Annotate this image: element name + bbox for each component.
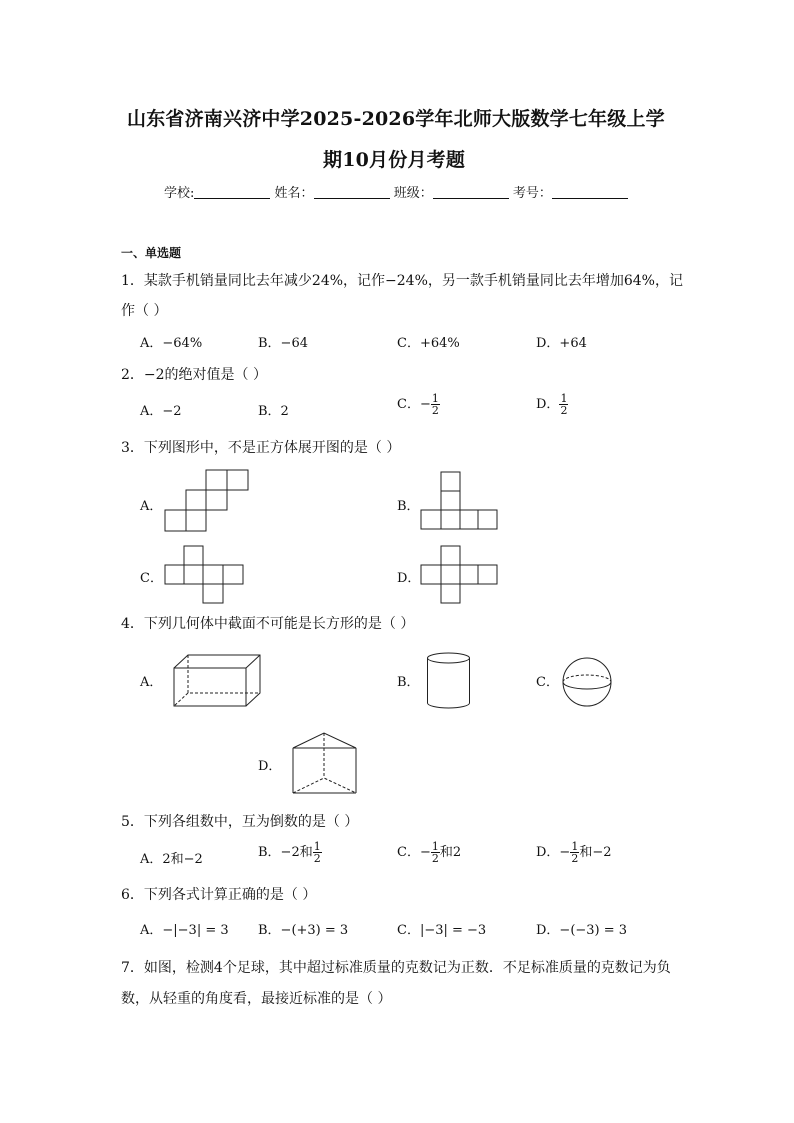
cylinder-figure <box>427 653 471 709</box>
q3-stem: 3．下列图形中，不是正方体展开图的是（ ） <box>121 440 401 456</box>
q7-stem-line1: 7．如图，检测4个足球，其中超过标准质量的克数记为正数．不足标准质量的克数记为负 <box>121 960 671 976</box>
frac-numerator: 1 <box>560 392 568 405</box>
q2-option-c-fraction <box>431 393 440 416</box>
q6-option-c: C．|−3| = −3 <box>397 923 487 938</box>
q3-option-c-label: C． <box>140 571 163 586</box>
q5-option-d-suffix: 和−2 <box>579 845 612 860</box>
school-label: 学校: <box>164 186 195 201</box>
q3-option-d-label: D． <box>397 571 421 586</box>
q1-option-d: D．+64 <box>536 336 587 351</box>
cuboid-figure <box>174 655 260 707</box>
exam-number-blank <box>552 186 628 199</box>
frac-numerator: 1 <box>313 840 321 853</box>
q4-option-c-label: C． <box>536 675 559 690</box>
exam-number-label: 考号： <box>512 186 552 201</box>
q4-option-a-label: A． <box>140 675 163 690</box>
q6-stem: 6．下列各式计算正确的是（ ） <box>121 887 317 903</box>
name-label: 姓名： <box>274 186 314 201</box>
frac-denominator: 2 <box>313 852 321 865</box>
q2-option-d-prefix: D． <box>536 397 560 412</box>
q5-option-b-fraction <box>313 841 322 864</box>
frac-numerator: 1 <box>571 840 579 853</box>
q5-option-a: A．2和−2 <box>140 852 203 867</box>
triangular-prism-figure <box>293 733 357 795</box>
title-line-2: 期10月份月考题 <box>323 149 466 171</box>
q5-option-c-suffix: 和2 <box>439 845 462 860</box>
q2-option-d-fraction <box>559 393 568 416</box>
q4-option-b-label: B． <box>397 675 420 690</box>
student-info-row <box>164 182 628 201</box>
section-heading: 一、单选题 <box>121 246 182 260</box>
q5-option-b-prefix: B．−2和 <box>258 845 313 860</box>
q3-net-b-figure <box>421 472 498 530</box>
q5-option-c-fraction <box>431 841 440 864</box>
q6-option-b: B．−(+3) = 3 <box>258 923 349 938</box>
q4-stem: 4．下列几何体中截面不可能是长方形的是（ ） <box>121 616 415 632</box>
q6-option-d: D．−(−3) = 3 <box>536 923 628 938</box>
q6-option-a: A．−|−3| = 3 <box>140 923 229 938</box>
class-label: 班级： <box>393 186 433 201</box>
q5-option-d-prefix: D．− <box>536 845 571 860</box>
q5-option-d <box>536 841 612 864</box>
q1-option-a: A．−64% <box>140 336 203 351</box>
q5-option-c-prefix: C．− <box>397 845 431 860</box>
frac-denominator: 2 <box>431 404 439 417</box>
school-blank <box>194 186 270 199</box>
frac-denominator: 2 <box>431 852 439 865</box>
q3-option-a-label: A． <box>140 499 163 514</box>
q5-option-c <box>397 841 461 864</box>
q3-option-b-label: B． <box>397 499 420 514</box>
title-line-1: 山东省济南兴济中学2025-2026学年北师大版数学七年级上学 <box>127 108 665 130</box>
q7-stem-line2: 数，从轻重的角度看，最接近标准的是（ ） <box>121 991 392 1007</box>
q1-option-b: B．−64 <box>258 336 308 351</box>
q1-stem-line2: 作（ ） <box>121 303 168 319</box>
sphere-figure <box>562 657 614 709</box>
q2-option-c <box>397 393 440 416</box>
q5-stem: 5．下列各组数中，互为倒数的是（ ） <box>121 814 359 830</box>
q2-option-d <box>536 393 568 416</box>
q1-stem-line1: 1．某款手机销量同比去年减少24%，记作−24%，另一款手机销量同比去年增加64%，记 <box>121 273 683 289</box>
q3-net-c-figure <box>165 546 245 604</box>
q2-stem: 2．−2的绝对值是（ ） <box>121 367 267 383</box>
class-blank <box>433 186 509 199</box>
q5-option-d-fraction <box>570 841 579 864</box>
q4-option-d-label: D． <box>258 759 282 774</box>
q3-net-d-figure <box>421 546 498 604</box>
q5-option-b <box>258 841 322 864</box>
q3-net-a-figure <box>165 470 250 532</box>
q2-option-a: A．−2 <box>140 404 182 419</box>
frac-numerator: 1 <box>431 392 439 405</box>
frac-numerator: 1 <box>431 840 439 853</box>
q2-option-c-prefix: C．− <box>397 397 431 412</box>
frac-denominator: 2 <box>560 404 568 417</box>
q1-option-c: C．+64% <box>397 336 460 351</box>
name-blank <box>314 186 390 199</box>
q2-option-b: B．2 <box>258 404 289 419</box>
frac-denominator: 2 <box>571 852 579 865</box>
